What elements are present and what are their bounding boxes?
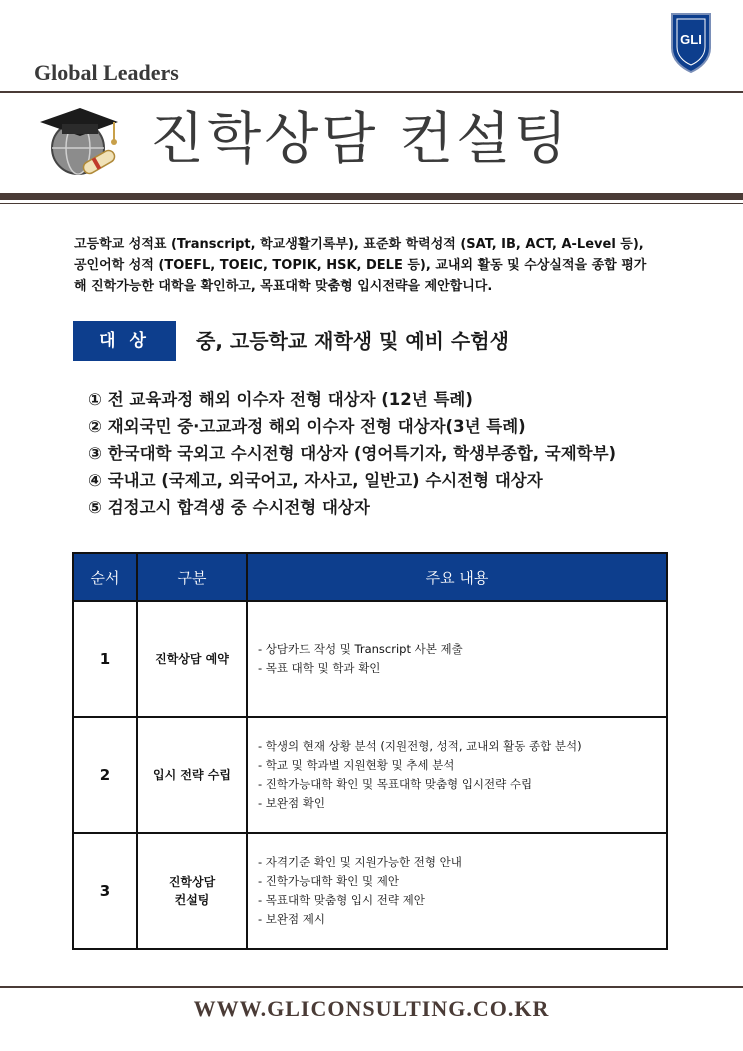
top-rule xyxy=(0,91,743,93)
row-category xyxy=(137,717,247,833)
target-list-item: ④ 국내고 (국제고, 외국어고, 자사고, 일반고) 수시전형 대상자 xyxy=(88,471,543,490)
row-content xyxy=(247,601,667,717)
intro-line: 공인어학 성적 (TOEFL, TOEIC, TOPIK, HSK, DELE 등), 교내외 활동 및 수상실적을 종합 평가 xyxy=(74,258,647,273)
title-rule-thin xyxy=(0,203,743,204)
target-list-item: ⑤ 검정고시 합격생 중 수시전형 대상자 xyxy=(88,498,370,517)
row-number: 3 xyxy=(73,833,137,949)
row-content xyxy=(247,717,667,833)
table-row xyxy=(73,717,667,833)
content-line: - 진학가능대학 확인 및 제안 xyxy=(258,874,399,888)
content-line: - 목표 대학 및 학과 확인 xyxy=(258,661,381,675)
header-content: 주요 내용 xyxy=(247,553,667,601)
row-content xyxy=(247,833,667,949)
target-list xyxy=(88,386,616,521)
row-category xyxy=(137,601,247,717)
content-line: - 보완점 확인 xyxy=(258,796,326,810)
row-number: 2 xyxy=(73,717,137,833)
target-list-item: ① 전 교육과정 해외 이수자 전형 대상자 (12년 특례) xyxy=(88,390,473,409)
category-line: 컨설팅 xyxy=(174,893,210,907)
target-heading: 중, 고등학교 재학생 및 예비 수험생 xyxy=(196,329,509,353)
target-label-badge: 대상 xyxy=(73,321,176,361)
brand-name: Global Leaders xyxy=(34,60,179,85)
content-line: - 상담카드 작성 및 Transcript 사본 제출 xyxy=(258,642,463,656)
category-line: 진학상담 예약 xyxy=(155,652,229,666)
logo-text: GLI xyxy=(680,32,702,47)
intro-line: 고등학교 성적표 (Transcript, 학교생활기록부), 표준화 학력성적 (SAT, IB, ACT, A-Level 등), xyxy=(74,237,644,252)
title-rule-thick xyxy=(0,193,743,200)
row-category xyxy=(137,833,247,949)
content-line: - 목표대학 맞춤형 입시 전략 제안 xyxy=(258,893,425,907)
content-line: - 진학가능대학 확인 및 목표대학 맞춤형 입시전략 수립 xyxy=(258,777,533,791)
category-line: 진학상담 xyxy=(168,875,216,889)
process-table xyxy=(72,552,668,950)
target-list-item: ② 재외국민 중·고교과정 해외 이수자 전형 대상자(3년 특례) xyxy=(88,417,526,436)
table-header-row xyxy=(73,553,667,601)
content-line: - 학교 및 학과별 지원현황 및 추세 분석 xyxy=(258,758,455,772)
intro-line: 해 진학가능한 대학을 확인하고, 목표대학 맞춤형 입시전략을 제안합니다. xyxy=(74,279,493,294)
page-title: 진학상담 컨설팅 xyxy=(150,107,571,172)
category-line: 입시 전략 수립 xyxy=(153,768,231,782)
target-list-item: ③ 한국대학 국외고 수시전형 대상자 (영어특기자, 학생부종합, 국제학부) xyxy=(88,444,617,463)
footer-website-url: WWW.GLICONSULTING.CO.KR xyxy=(193,996,550,1021)
intro-paragraph xyxy=(74,234,684,297)
header-order: 순서 xyxy=(73,553,137,601)
gli-shield-logo xyxy=(668,10,714,74)
content-line: - 자격기준 확인 및 지원가능한 전형 안내 xyxy=(258,855,462,869)
row-number: 1 xyxy=(73,601,137,717)
header-category: 구분 xyxy=(137,553,247,601)
content-line: - 학생의 현재 상황 분석 (지원전형, 성적, 교내외 활동 종합 분석) xyxy=(258,739,582,753)
table-row xyxy=(73,833,667,949)
graduation-cap-globe-icon xyxy=(34,104,122,184)
footer-rule xyxy=(0,986,743,988)
table-row xyxy=(73,601,667,717)
content-line: - 보완점 제시 xyxy=(258,912,326,926)
